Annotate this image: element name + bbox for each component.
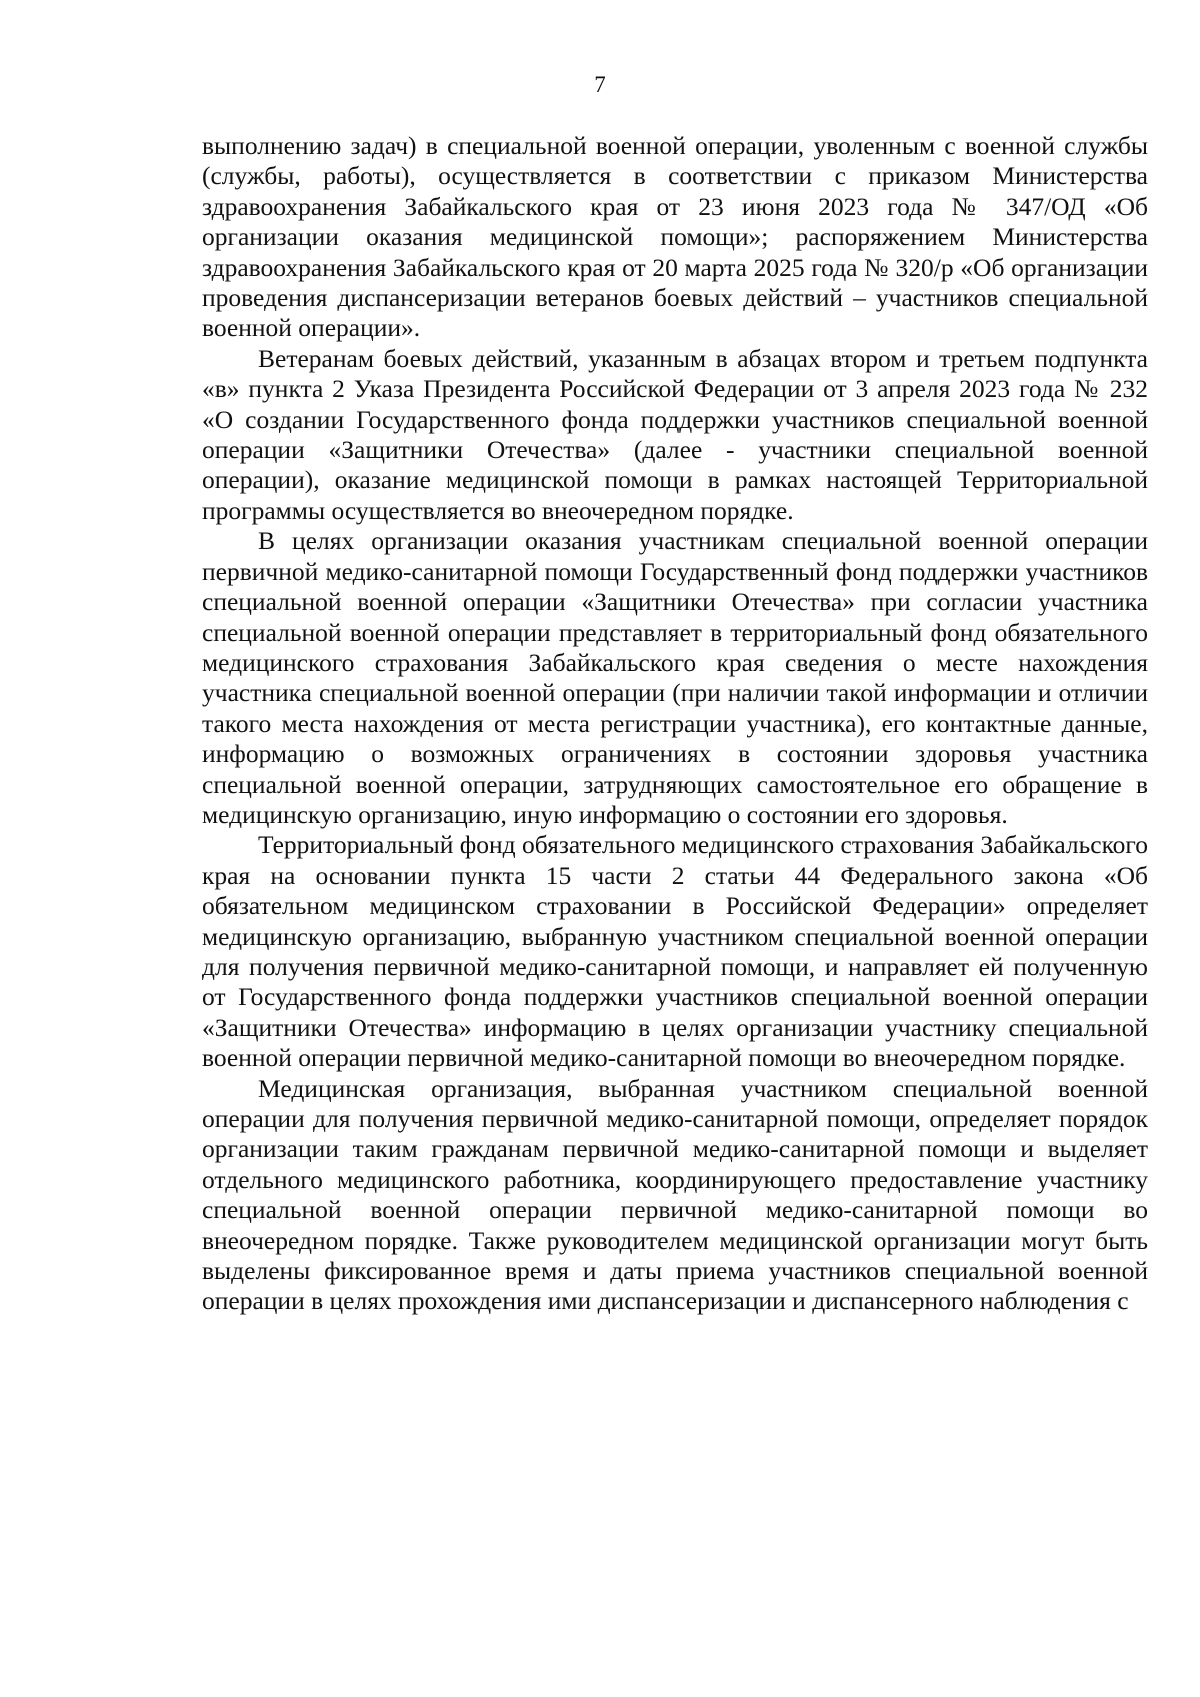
page-number: 7 [594, 72, 606, 97]
paragraph-medical-organization: Медицинская организация, выбранная участником специальной военной операции для получения первичной медико-санитарной помощи, определяет порядок организации таким гражданам первичной медико-санитарной помощи и выделяет отдельного медицинского работника, координирующего предоставление участнику специальной военной операции первичной медико-санитарной помощи во внеочередном порядке. Также руководителем медицинской организации могут быть выделены фиксированное время и даты приема участников специальной военной операции в целях прохождения ими диспансеризации и диспансерного наблюдения с [202, 1073, 1148, 1316]
paragraph-combat-veterans: Ветеранам боевых действий, указанным в абзацах втором и третьем подпункта «в» пункта 2 Указа Президента Российской Федерации от 3 апреля 2023 года № 232 «О создании Государственного фонда поддержки участников специальной военной операции «Защитники Отечества» (далее - участники специальной военной операции), оказание медицинской помощи в рамках настоящей Территориальной программы осуществляется во внеочередном порядке. [202, 343, 1148, 525]
paragraph-primary-care-organization: В целях организации оказания участникам специальной военной операции первичной медико-санитарной помощи Государственный фонд поддержки участников специальной военной операции «Защитники Отечества» при согласии участника специальной военной операции представляет в территориальный фонд обязательного медицинского страхования Забайкальского края сведения о месте нахождения участника специальной военной операции (при наличии такой информации и отличии такого места нахождения от места регистрации участника), его контактные данные, информацию о возможных ограничениях в состоянии здоровья участника специальной военной операции, затрудняющих самостоятельное его обращение в медицинскую организацию, иную информацию о состоянии его здоровья. [202, 526, 1148, 829]
paragraph-territorial-fund: Территориальный фонд обязательного медицинского страхования Забайкальского края на основании пункта 15 части 2 статьи 44 Федерального закона «Об обязательном медицинском страховании в Российской Федерации» определяет медицинскую организацию, выбранную участником специальной военной операции для получения первичной медико-санитарной помощи, и направляет ей полученную от Государственного фонда поддержки участников специальной военной операции «Защитники Отечества» информацию в целях организации участнику специальной военной операции первичной медико-санитарной помощи во внеочередном порядке. [202, 830, 1148, 1073]
paragraph-continuation: выполнению задач) в специальной военной операции, уволенным с военной службы (службы, работы), осуществляется в соответствии с приказом Министерства здравоохранения Забайкальского края от 23 июня 2023 года № 347/ОД «Об организации оказания медицинской помощи»; распоряжением Министерства здравоохранения Забайкальского края от 20 марта 2025 года № 320/р «Об организации проведения диспансеризации ветеранов боевых действий – участников специальной военной операции». [202, 131, 1148, 343]
document-body [202, 131, 1148, 1317]
